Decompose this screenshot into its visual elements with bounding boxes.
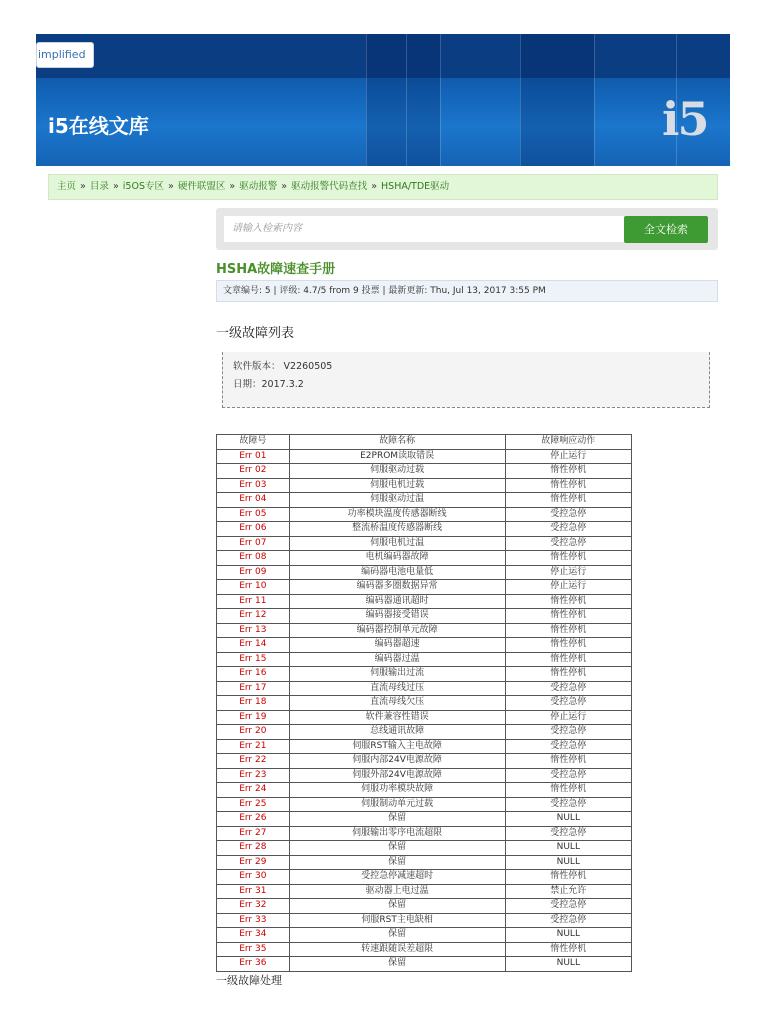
- software-version: 软件版本： V2260505: [233, 361, 333, 372]
- fault-response-cell: 惰性停机: [505, 783, 631, 798]
- fault-code-cell: Err 09: [217, 565, 290, 580]
- table-row: [217, 739, 632, 754]
- fault-name-cell: 保留: [289, 855, 505, 870]
- fault-code-cell: Err 26: [217, 812, 290, 827]
- fault-name-cell: 伺服电机过温: [289, 536, 505, 551]
- table-row: [217, 783, 632, 798]
- i5-logo[interactable]: i5: [662, 92, 708, 146]
- table-row: [217, 478, 632, 493]
- fault-code-cell: Err 07: [217, 536, 290, 551]
- fault-name-cell: 驱动器上电过温: [289, 884, 505, 899]
- fault-response-cell: 惰性停机: [505, 638, 631, 653]
- breadcrumb-catalog[interactable]: 目录: [89, 181, 109, 192]
- fault-name-cell: 伺服驱动过温: [289, 493, 505, 508]
- fault-name-cell: 伺服驱动过载: [289, 464, 505, 479]
- table-row: [217, 826, 632, 841]
- table-row: [217, 551, 632, 566]
- fault-code-cell: Err 03: [217, 478, 290, 493]
- version-info-box: [222, 352, 710, 408]
- fault-name-cell: 直流母线欠压: [289, 696, 505, 711]
- breadcrumb: [48, 174, 718, 200]
- fault-name-cell: 伺服制动单元过载: [289, 797, 505, 812]
- fault-code-cell: Err 18: [217, 696, 290, 711]
- table-row: [217, 884, 632, 899]
- table-row: [217, 565, 632, 580]
- fault-name-cell: 总线通讯故障: [289, 725, 505, 740]
- fault-code-cell: Err 28: [217, 841, 290, 856]
- fault-code-cell: Err 10: [217, 580, 290, 595]
- fault-name-cell: 编码器电池电量低: [289, 565, 505, 580]
- table-row: [217, 696, 632, 711]
- breadcrumb-home[interactable]: 主页: [57, 181, 77, 192]
- fault-response-cell: 受控急停: [505, 681, 631, 696]
- fault-response-cell: 停止运行: [505, 710, 631, 725]
- fault-table: [216, 434, 632, 972]
- table-row: [217, 493, 632, 508]
- fault-code-cell: Err 04: [217, 493, 290, 508]
- table-row: [217, 667, 632, 682]
- fault-code-cell: Err 15: [217, 652, 290, 667]
- fault-response-cell: NULL: [505, 957, 631, 972]
- banner-divider: [406, 34, 407, 166]
- fault-code-cell: Err 29: [217, 855, 290, 870]
- fault-name-cell: 受控急停减速超时: [289, 870, 505, 885]
- banner-divider: [440, 34, 441, 166]
- fault-name-cell: 保留: [289, 812, 505, 827]
- table-row: [217, 464, 632, 479]
- fault-name-cell: 功率模块温度传感器断线: [289, 507, 505, 522]
- article-meta: 文章编号: 5 | 评级: 4.7/5 from 9 投票 | 最新更新: Thu, Jul 13, 2017 3:55 PM: [216, 280, 718, 302]
- header-fault-response: 故障响应动作: [505, 435, 631, 450]
- fault-name-cell: E2PROM读取错误: [289, 449, 505, 464]
- banner-panel: [520, 34, 594, 166]
- fault-name-cell: 整流桥温度传感器断线: [289, 522, 505, 537]
- site-banner: [36, 34, 730, 166]
- banner-divider: [366, 34, 367, 166]
- fault-name-cell: 伺服电机过载: [289, 478, 505, 493]
- search-bar: [216, 208, 718, 250]
- fault-response-cell: 受控急停: [505, 768, 631, 783]
- fault-response-cell: 惰性停机: [505, 464, 631, 479]
- fault-response-cell: 受控急停: [505, 536, 631, 551]
- search-input[interactable]: 请输入检索内容: [224, 216, 626, 242]
- release-date: 日期：2017.3.2: [233, 379, 304, 390]
- fault-code-cell: Err 11: [217, 594, 290, 609]
- article-title: HSHA故障速查手册: [216, 262, 336, 277]
- fault-response-cell: 受控急停: [505, 507, 631, 522]
- fault-code-cell: Err 06: [217, 522, 290, 537]
- fault-name-cell: 伺服RST主电缺相: [289, 913, 505, 928]
- table-row: [217, 594, 632, 609]
- breadcrumb-hardware[interactable]: 硬件联盟区: [177, 181, 226, 192]
- fault-code-cell: Err 27: [217, 826, 290, 841]
- breadcrumb-separator: »: [168, 181, 174, 192]
- fault-name-cell: 转速跟随误差超限: [289, 942, 505, 957]
- fault-code-cell: Err 08: [217, 551, 290, 566]
- fault-name-cell: 编码器多圈数据异常: [289, 580, 505, 595]
- table-row: [217, 638, 632, 653]
- table-row: [217, 870, 632, 885]
- banner-panel: [366, 34, 440, 166]
- table-row: [217, 899, 632, 914]
- fault-name-cell: 伺服输出零序电流超限: [289, 826, 505, 841]
- fault-code-cell: Err 34: [217, 928, 290, 943]
- table-row: [217, 754, 632, 769]
- fault-response-cell: 受控急停: [505, 797, 631, 812]
- breadcrumb-separator: »: [281, 181, 288, 192]
- fault-response-cell: 惰性停机: [505, 609, 631, 624]
- fault-response-cell: NULL: [505, 841, 631, 856]
- fault-code-cell: Err 17: [217, 681, 290, 696]
- fault-code-cell: Err 23: [217, 768, 290, 783]
- table-row: [217, 681, 632, 696]
- fault-response-cell: 惰性停机: [505, 623, 631, 638]
- table-row: [217, 797, 632, 812]
- fault-name-cell: 伺服外部24V电源故障: [289, 768, 505, 783]
- fault-code-cell: Err 30: [217, 870, 290, 885]
- fault-response-cell: 禁止允许: [505, 884, 631, 899]
- fault-name-cell: 保留: [289, 928, 505, 943]
- fault-response-cell: 受控急停: [505, 826, 631, 841]
- fault-response-cell: 受控急停: [505, 522, 631, 537]
- fulltext-search-button[interactable]: 全文检索: [624, 216, 708, 243]
- fault-response-cell: 惰性停机: [505, 942, 631, 957]
- table-row: [217, 913, 632, 928]
- table-row: [217, 928, 632, 943]
- fault-name-cell: 伺服输出过流: [289, 667, 505, 682]
- table-row: [217, 942, 632, 957]
- fault-response-cell: 惰性停机: [505, 493, 631, 508]
- fault-response-cell: 受控急停: [505, 899, 631, 914]
- fault-code-cell: Err 14: [217, 638, 290, 653]
- fault-response-cell: 惰性停机: [505, 594, 631, 609]
- banner-divider: [520, 34, 521, 166]
- table-row: [217, 725, 632, 740]
- fault-response-cell: 受控急停: [505, 696, 631, 711]
- fault-response-cell: 惰性停机: [505, 667, 631, 682]
- fault-name-cell: 编码器通讯超时: [289, 594, 505, 609]
- table-row: [217, 855, 632, 870]
- fault-code-cell: Err 21: [217, 739, 290, 754]
- fault-code-cell: Err 24: [217, 783, 290, 798]
- fault-code-cell: Err 35: [217, 942, 290, 957]
- fault-name-cell: 电机编码器故障: [289, 551, 505, 566]
- table-row: [217, 812, 632, 827]
- table-row: [217, 652, 632, 667]
- table-row: [217, 768, 632, 783]
- fault-response-cell: 受控急停: [505, 739, 631, 754]
- breadcrumb-separator: »: [371, 181, 377, 192]
- table-row: [217, 841, 632, 856]
- fault-response-cell: 惰性停机: [505, 870, 631, 885]
- fault-code-cell: Err 22: [217, 754, 290, 769]
- table-row: [217, 710, 632, 725]
- fault-name-cell: 伺服RST输入主电故障: [289, 739, 505, 754]
- fault-code-cell: Err 05: [217, 507, 290, 522]
- breadcrumb-drive-alarm[interactable]: 驱动报警: [239, 181, 278, 192]
- fault-name-cell: 编码器过温: [289, 652, 505, 667]
- site-title[interactable]: i5在线文库: [48, 114, 149, 138]
- table-row: [217, 609, 632, 624]
- fault-name-cell: 伺服功率模块故障: [289, 783, 505, 798]
- breadcrumb-i5os[interactable]: i5OS专区: [122, 181, 164, 192]
- fault-code-cell: Err 31: [217, 884, 290, 899]
- fault-code-cell: Err 02: [217, 464, 290, 479]
- fault-name-cell: 软件兼容性错误: [289, 710, 505, 725]
- fault-response-cell: NULL: [505, 855, 631, 870]
- table-row: [217, 580, 632, 595]
- fault-response-cell: 停止运行: [505, 565, 631, 580]
- fault-response-cell: NULL: [505, 928, 631, 943]
- fault-name-cell: 编码器控制单元故障: [289, 623, 505, 638]
- fault-code-cell: Err 19: [217, 710, 290, 725]
- breadcrumb-separator: »: [229, 181, 236, 192]
- fault-code-cell: Err 32: [217, 899, 290, 914]
- language-select-button[interactable]: implified: [36, 42, 94, 68]
- fault-response-cell: 惰性停机: [505, 551, 631, 566]
- fault-response-cell: 停止运行: [505, 580, 631, 595]
- fault-code-cell: Err 16: [217, 667, 290, 682]
- fault-name-cell: 保留: [289, 957, 505, 972]
- table-row: [217, 957, 632, 972]
- fault-code-cell: Err 36: [217, 957, 290, 972]
- fault-table-body: [217, 449, 632, 971]
- fault-response-cell: 惰性停机: [505, 478, 631, 493]
- fault-name-cell: 直流母线过压: [289, 681, 505, 696]
- fault-response-cell: 受控急停: [505, 725, 631, 740]
- breadcrumb-alarm-lookup[interactable]: 驱动报警代码查找: [291, 181, 368, 192]
- fault-code-cell: Err 33: [217, 913, 290, 928]
- table-row: [217, 449, 632, 464]
- fault-name-cell: 编码器接受错误: [289, 609, 505, 624]
- breadcrumb-separator: »: [112, 181, 119, 192]
- fault-code-cell: Err 25: [217, 797, 290, 812]
- fault-response-cell: 受控急停: [505, 913, 631, 928]
- table-row: [217, 507, 632, 522]
- fault-response-cell: 停止运行: [505, 449, 631, 464]
- section-title: 一级故障列表: [216, 326, 295, 341]
- banner-divider: [594, 34, 595, 166]
- fault-code-cell: Err 20: [217, 725, 290, 740]
- fault-name-cell: 伺服内部24V电源故障: [289, 754, 505, 769]
- table-row: [217, 536, 632, 551]
- section-heading-handling: 一级故障处理: [216, 974, 282, 987]
- breadcrumb-hsha-tde[interactable]: HSHA/TDE驱动: [381, 181, 450, 192]
- fault-response-cell: 惰性停机: [505, 754, 631, 769]
- table-row: [217, 623, 632, 638]
- table-header-row: [217, 435, 632, 450]
- fault-name-cell: 保留: [289, 841, 505, 856]
- fault-code-cell: Err 12: [217, 609, 290, 624]
- table-row: [217, 522, 632, 537]
- fault-name-cell: 保留: [289, 899, 505, 914]
- fault-code-cell: Err 01: [217, 449, 290, 464]
- fault-response-cell: 惰性停机: [505, 652, 631, 667]
- fault-name-cell: 编码器超速: [289, 638, 505, 653]
- header-fault-name: 故障名称: [289, 435, 505, 450]
- header-fault-code: 故障号: [217, 435, 290, 450]
- fault-response-cell: NULL: [505, 812, 631, 827]
- fault-code-cell: Err 13: [217, 623, 290, 638]
- breadcrumb-separator: »: [80, 181, 86, 192]
